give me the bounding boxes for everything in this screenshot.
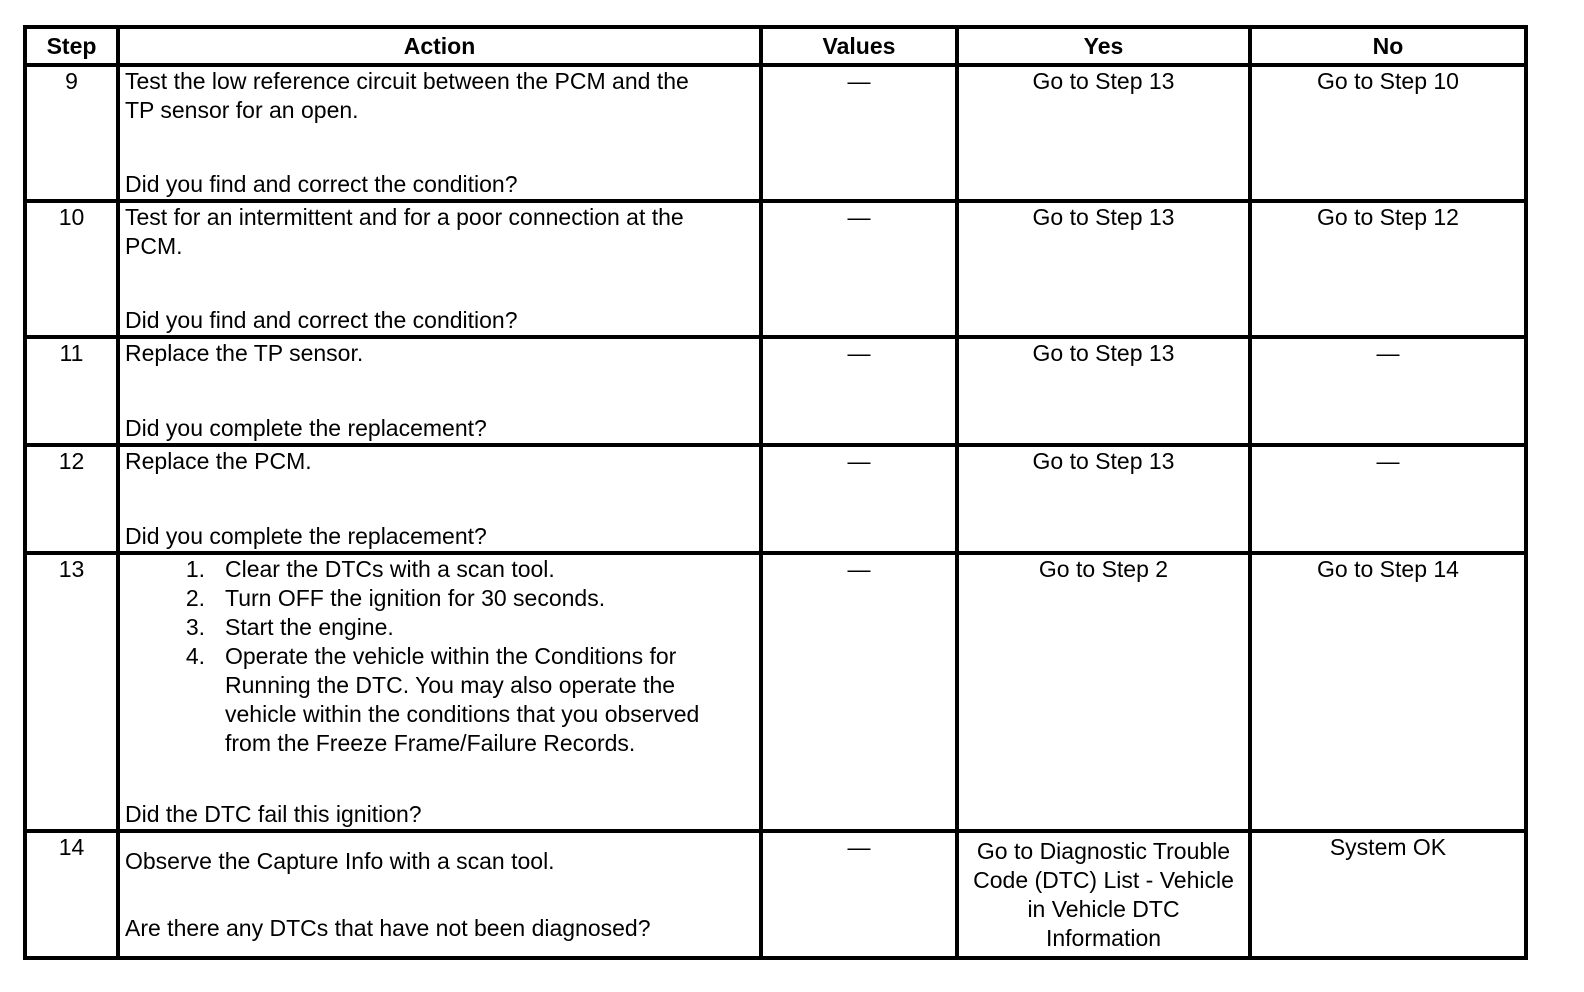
action-cell bbox=[118, 445, 761, 553]
header-values: Values bbox=[761, 27, 957, 65]
values-cell: — bbox=[761, 553, 957, 831]
action-cell bbox=[118, 831, 761, 958]
list-number: 2. bbox=[185, 585, 205, 611]
action-text: Observe the Capture Info with a scan tool. bbox=[125, 847, 555, 874]
list-text: Start the engine. bbox=[225, 614, 394, 640]
header-no: No bbox=[1250, 27, 1526, 65]
action-question: Did you complete the replacement? bbox=[125, 523, 487, 549]
list-number: 3. bbox=[185, 614, 205, 640]
header-yes: Yes bbox=[957, 27, 1250, 65]
action-cell bbox=[118, 201, 761, 337]
procedure-list bbox=[125, 555, 754, 758]
diagnostic-table bbox=[23, 25, 1528, 960]
table-row-step-11 bbox=[25, 337, 1526, 445]
list-text: Running the DTC. You may also operate the bbox=[225, 672, 676, 698]
list-item bbox=[125, 613, 754, 642]
action-cell bbox=[118, 553, 761, 831]
values-cell: — bbox=[761, 337, 957, 445]
no-cell: Go to Step 10 bbox=[1250, 65, 1526, 201]
yes-cell: Go to Step 13 bbox=[957, 65, 1250, 201]
action-text: PCM. bbox=[125, 233, 183, 259]
yes-cell: Go to Step 13 bbox=[957, 337, 1250, 445]
no-cell: Go to Step 12 bbox=[1250, 201, 1526, 337]
list-item bbox=[125, 584, 754, 613]
step-number: 13 bbox=[25, 553, 118, 831]
step-number: 10 bbox=[25, 201, 118, 337]
table-row-step-14 bbox=[25, 831, 1526, 958]
list-text: vehicle within the conditions that you observed bbox=[225, 701, 700, 727]
list-item bbox=[125, 642, 754, 758]
action-question: Are there any DTCs that have not been diagnosed? bbox=[125, 914, 651, 941]
yes-cell: Go to Step 13 bbox=[957, 445, 1250, 553]
list-text: from the Freeze Frame/Failure Records. bbox=[225, 730, 636, 756]
action-cell bbox=[118, 337, 761, 445]
action-text: Test for an intermittent and for a poor connection at the bbox=[125, 204, 684, 230]
list-text: Turn OFF the ignition for 30 seconds. bbox=[225, 585, 606, 611]
step-number: 9 bbox=[25, 65, 118, 201]
action-text: TP sensor for an open. bbox=[125, 97, 359, 123]
list-number: 4. bbox=[185, 643, 205, 669]
step-number: 12 bbox=[25, 445, 118, 553]
no-cell: — bbox=[1250, 337, 1526, 445]
header-step: Step bbox=[25, 27, 118, 65]
step-number: 14 bbox=[25, 831, 118, 958]
values-cell: — bbox=[761, 831, 957, 958]
step-number: 11 bbox=[25, 337, 118, 445]
yes-text: Code (DTC) List - Vehicle bbox=[973, 866, 1234, 893]
list-number: 1. bbox=[185, 556, 205, 582]
table-row-step-9 bbox=[25, 65, 1526, 201]
action-question: Did you complete the replacement? bbox=[125, 415, 487, 441]
list-text: Clear the DTCs with a scan tool. bbox=[225, 556, 555, 582]
action-question: Did you find and correct the condition? bbox=[125, 171, 518, 197]
list-text: Operate the vehicle within the Conditions for bbox=[225, 643, 677, 669]
yes-text: Information bbox=[1045, 924, 1162, 951]
table-row-step-10 bbox=[25, 201, 1526, 337]
header-row bbox=[25, 27, 1526, 65]
values-cell: — bbox=[761, 65, 957, 201]
yes-cell: Go to Step 13 bbox=[957, 201, 1250, 337]
values-cell: — bbox=[761, 445, 957, 553]
action-cell bbox=[118, 65, 761, 201]
action-text: Replace the TP sensor. bbox=[125, 340, 364, 366]
action-question: Did the DTC fail this ignition? bbox=[125, 801, 422, 827]
yes-cell bbox=[957, 831, 1250, 958]
list-text-block bbox=[225, 642, 754, 758]
no-cell: — bbox=[1250, 445, 1526, 553]
action-text: Test the low reference circuit between the PCM and the bbox=[125, 68, 689, 94]
no-cell: System OK bbox=[1250, 831, 1526, 958]
no-cell: Go to Step 14 bbox=[1250, 553, 1526, 831]
header-action: Action bbox=[118, 27, 761, 65]
action-question: Did you find and correct the condition? bbox=[125, 307, 518, 333]
yes-text: Go to Diagnostic Trouble bbox=[976, 837, 1231, 864]
table-row-step-12 bbox=[25, 445, 1526, 553]
yes-cell: Go to Step 2 bbox=[957, 553, 1250, 831]
action-text: Replace the PCM. bbox=[125, 448, 312, 474]
values-cell: — bbox=[761, 201, 957, 337]
yes-text: in Vehicle DTC bbox=[1027, 895, 1180, 922]
table-row-step-13 bbox=[25, 553, 1526, 831]
list-item bbox=[125, 555, 754, 584]
